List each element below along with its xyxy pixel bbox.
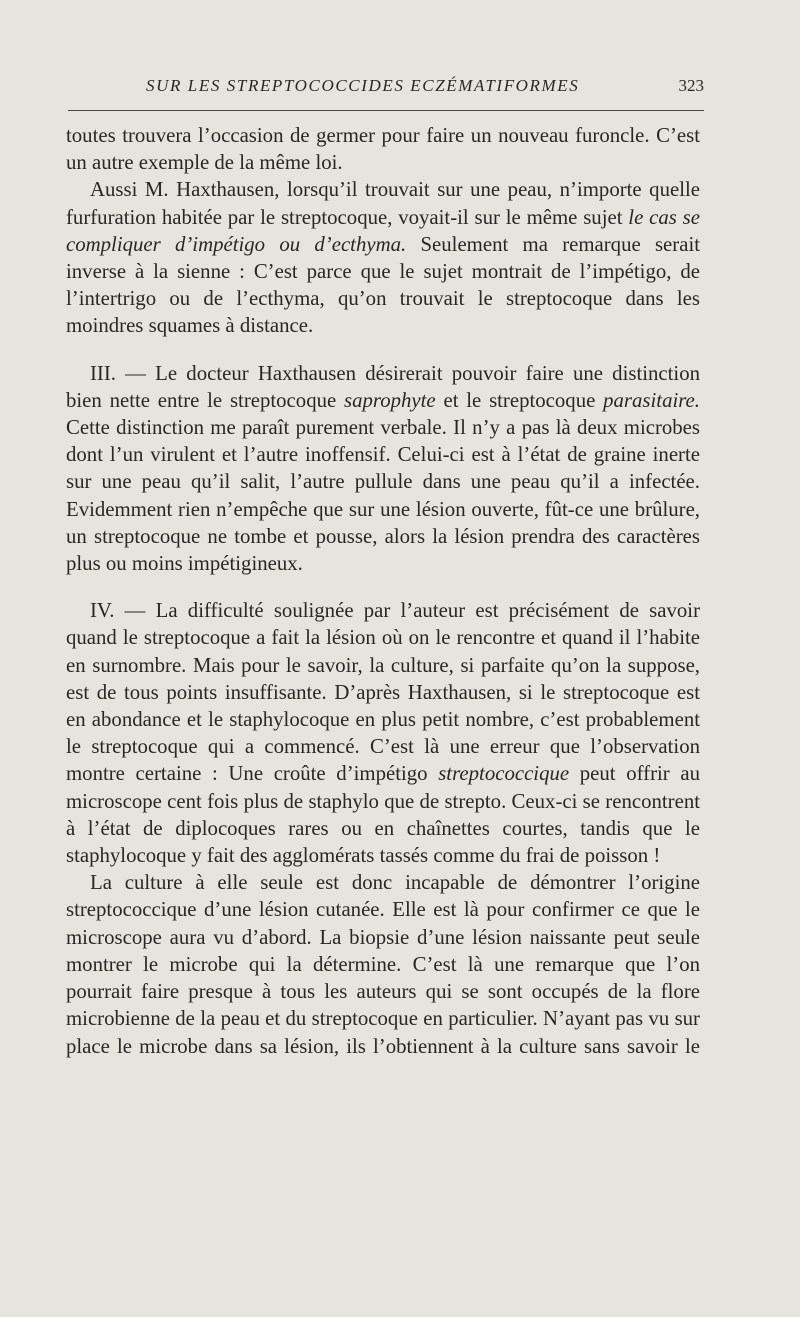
italic-run: parasitaire. [603, 388, 700, 412]
paragraph-haxthausen [66, 176, 700, 339]
header-rule [68, 110, 704, 111]
text-run: La culture à elle seule est donc incapable de démontrer l’origine streptococcique d’une lésion cutanée. Elle est là pour confirmer ce que le microscope aura vu d’abord. La biopsie d’une lésion naissante peut seule montrer le microbe qui la détermine. C’est là une remarque que l’on pourrait faire presque à tous les auteurs qui se sont occupés de la flore microbienne de la peau et du streptocoque en particulier. N’ayant pas vu sur place le microbe dans sa lésion, ils l’obtiennent à la culture sans savoir le [66, 871, 700, 1058]
text-run: III. — Le docteur Haxthausen désirerait pouvoir faire une distinction bien nette entre le streptocoque [66, 361, 700, 412]
text-run: Cette distinction me paraît purement verbale. Il n’y a pas là deux microbes dont l’un virulent et l’autre inoffensif. Celui-ci est à l’état de graine inerte sur une peau qu’il salit, l’autre pullule dans une peau qu’il a infectée. Evidemment rien n’empêche que sur une lésion ouverte, fût-ce une brûlure, un streptocoque ne tombe et pousse, alors la lésion prendra des caractères plus ou moins impétigineux. [66, 416, 700, 576]
text-run: peut offrir au microscope cent fois plus de staphylo que de strepto. Ceux-ci se rencontrent à l’état de diplocoques rares ou en chaînettes courtes, tandis que le staphylocoque y fait des agglomérats tassés comme du frai de poisson ! [66, 762, 700, 868]
running-title: SUR LES STREPTOCOCCIDES ECZÉMATIFORMES [146, 76, 580, 95]
text-run: et le streptocoque [435, 388, 604, 412]
paragraph-section-iv [66, 597, 700, 869]
text-run: Seulement ma remarque serait inverse à la sienne : C’est parce que le sujet montrait de l’impétigo, de l’intertrigo ou de l’ecthyma, qu’on trouvait le streptocoque dans les moindres squames à distance. [66, 232, 701, 338]
italic-run: saprophyte [344, 388, 436, 412]
text-run: Aussi M. Haxthausen, lorsqu’il trouvait sur une peau, n’importe quelle furfuration habitée par le streptocoque, voyait-il sur le même sujet [66, 178, 700, 229]
paragraph-continuation [66, 122, 700, 176]
italic-run: le cas se compliquer d’impétigo ou d’ecthyma. [66, 205, 700, 256]
paragraph-culture [66, 869, 700, 1059]
text-run: toutes trouvera l’occasion de germer pour faire un nouveau furoncle. C’est un autre exemple de la même loi. [66, 124, 700, 175]
body-text [66, 122, 700, 1060]
page-header [66, 76, 704, 102]
italic-run: streptococcique [438, 762, 570, 786]
text-run: IV. — La difficulté soulignée par l’auteur est précisément de savoir quand le streptocoque a fait la lésion où on le rencontre et quand il l’habite en surnombre. Mais pour le savoir, la culture, si parfaite qu’on la suppose, est de tous points insuffisante. D’après Haxthausen, si le streptocoque est en abondance et le staphylocoque en plus petit nombre, c’est probablement le streptocoque qui a commencé. C’est là une erreur que l’observation montre certaine : Une croûte d’impétigo [66, 599, 700, 786]
paragraph-section-iii [66, 360, 700, 578]
page-number: 323 [678, 76, 704, 95]
